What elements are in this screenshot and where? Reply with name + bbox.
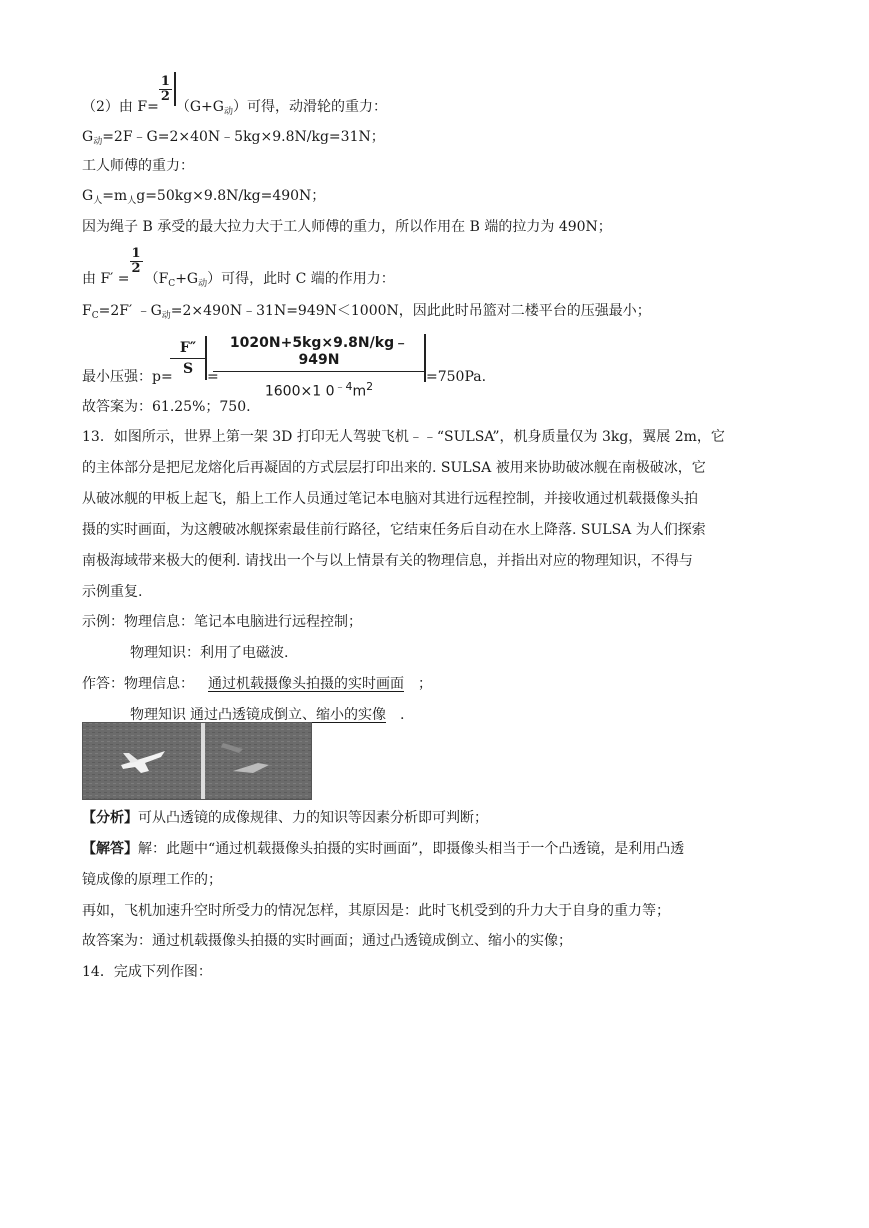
line-pulley-formula	[82, 73, 387, 121]
fraction-pressure-value	[213, 332, 425, 400]
answer-info: 作答：物理信息： 通过机载摄像头拍摄的实时画面 ；	[82, 676, 432, 692]
q13-line: 示例重复.	[82, 584, 143, 600]
analysis: 【分析】可从凸透镜的成像规律、力的知识等因素分析即可判断；	[82, 810, 488, 826]
solution-line: 故答案为：通过机载摄像头拍摄的实时画面；通过凸透镜成倒立、缩小的实像；	[82, 933, 572, 949]
analysis-tag: 【分析】	[82, 810, 138, 826]
line-min-pressure-label: 最小压强：p=	[82, 369, 173, 385]
sulsa-photo	[82, 722, 312, 800]
line-c-end-force: $F_C=2F'$ $﹣G_动=2\times 490N﹣31N=949N<1000N$，因此此时吊篮对二楼平台的压强最小；	[82, 303, 651, 321]
text: （G+G	[175, 99, 224, 115]
q14-title: 14．完成下列作图：	[82, 964, 212, 980]
text: ）可得，动滑轮的重力：	[232, 99, 387, 115]
answer-info-value: 通过机载摄像头拍摄的实时画面	[208, 676, 404, 692]
solution-line: 【解答】解：此题中“通过机载摄像头拍摄的实时画面”，即摄像头相当于一个凸透镜，是利用凸透	[82, 841, 685, 857]
line-c-end-formula: 由 F′ = $\frac{1}{2}$ $(F_C+G_动)$可得，此时 C 端的作用力：	[82, 245, 395, 289]
q13-line: 南极海域带来极大的便利. 请找出一个与以上情景有关的物理信息，并指出对应的物理知识，不得与	[82, 553, 693, 569]
example-info: 示例：物理信息：笔记本电脑进行远程控制；	[82, 614, 362, 630]
numerator: 1020N+5kg×9.8N/kg﹣949N	[213, 332, 425, 372]
line-worker-weight: $G_人=m_人g=50kg\times 9.8N/kg=490N$；	[82, 188, 326, 206]
pressure-result: =750Pa.	[426, 369, 487, 385]
fraction-f-over-s	[170, 340, 206, 377]
denominator: S	[182, 361, 194, 377]
q13-line: 从破冰舰的甲板上起飞，船上工作人员通过笔记本电脑对其进行远程控制，并接收通过机载摄像头拍	[82, 491, 698, 507]
q13-line: 的主体部分是把尼龙熔化后再凝固的方式层层打印出来的. SULSA 被用来协助破冰舰在南极破冰，它	[82, 460, 706, 476]
equals: =	[207, 369, 219, 385]
line-rope-b: 因为绳子 B 承受的最大拉力大于工人师傅的重力，所以作用在 B 端的拉力为 490N；	[82, 219, 612, 235]
subscript: 动	[223, 107, 233, 117]
line-pulley-weight: $G_动=2F﹣G=2\times 40N﹣5kg\times 9.8N/kg=31N$；	[82, 129, 385, 147]
line-worker-weight-label: 工人师傅的重力：	[82, 158, 194, 174]
fraction-half: $\frac{1}{2}$	[131, 245, 141, 276]
solution-line: 镜成像的原理工作的；	[82, 872, 222, 888]
solution-tag: 【解答】	[82, 841, 138, 857]
q13-line: 摄的实时画面，为这艘破冰舰探索最佳前行路径，它结束任务后自动在水上降落. SULSA 为人们探索	[82, 522, 706, 538]
line-answer-12: 故答案为：61.25%；750.	[82, 399, 251, 415]
text: （2）由 F=	[82, 99, 159, 115]
fraction-half: $\frac{1}{2}$	[160, 73, 170, 104]
answer-knowledge: 物理知识 通过凸透镜成倒立、缩小的实像 .	[130, 707, 405, 723]
denominator: 1600×1 $0^{﹣4}m^2$	[264, 380, 374, 400]
answer-knowledge-value: 通过凸透镜成倒立、缩小的实像	[190, 707, 386, 723]
numerator: F″	[170, 340, 206, 359]
example-knowledge: 物理知识：利用了电磁波.	[130, 645, 289, 661]
sulsa-photo-image	[83, 723, 311, 799]
solution-line: 再如，飞机加速升空时所受力的情况怎样，其原因是：此时飞机受到的升力大于自身的重力等；	[82, 903, 670, 919]
q13-line: 13．如图所示，世界上第一架 3D 打印无人驾驶飞机﹣﹣“SULSA”，机身质量仅为 3kg，翼展 2m，它	[82, 429, 725, 445]
